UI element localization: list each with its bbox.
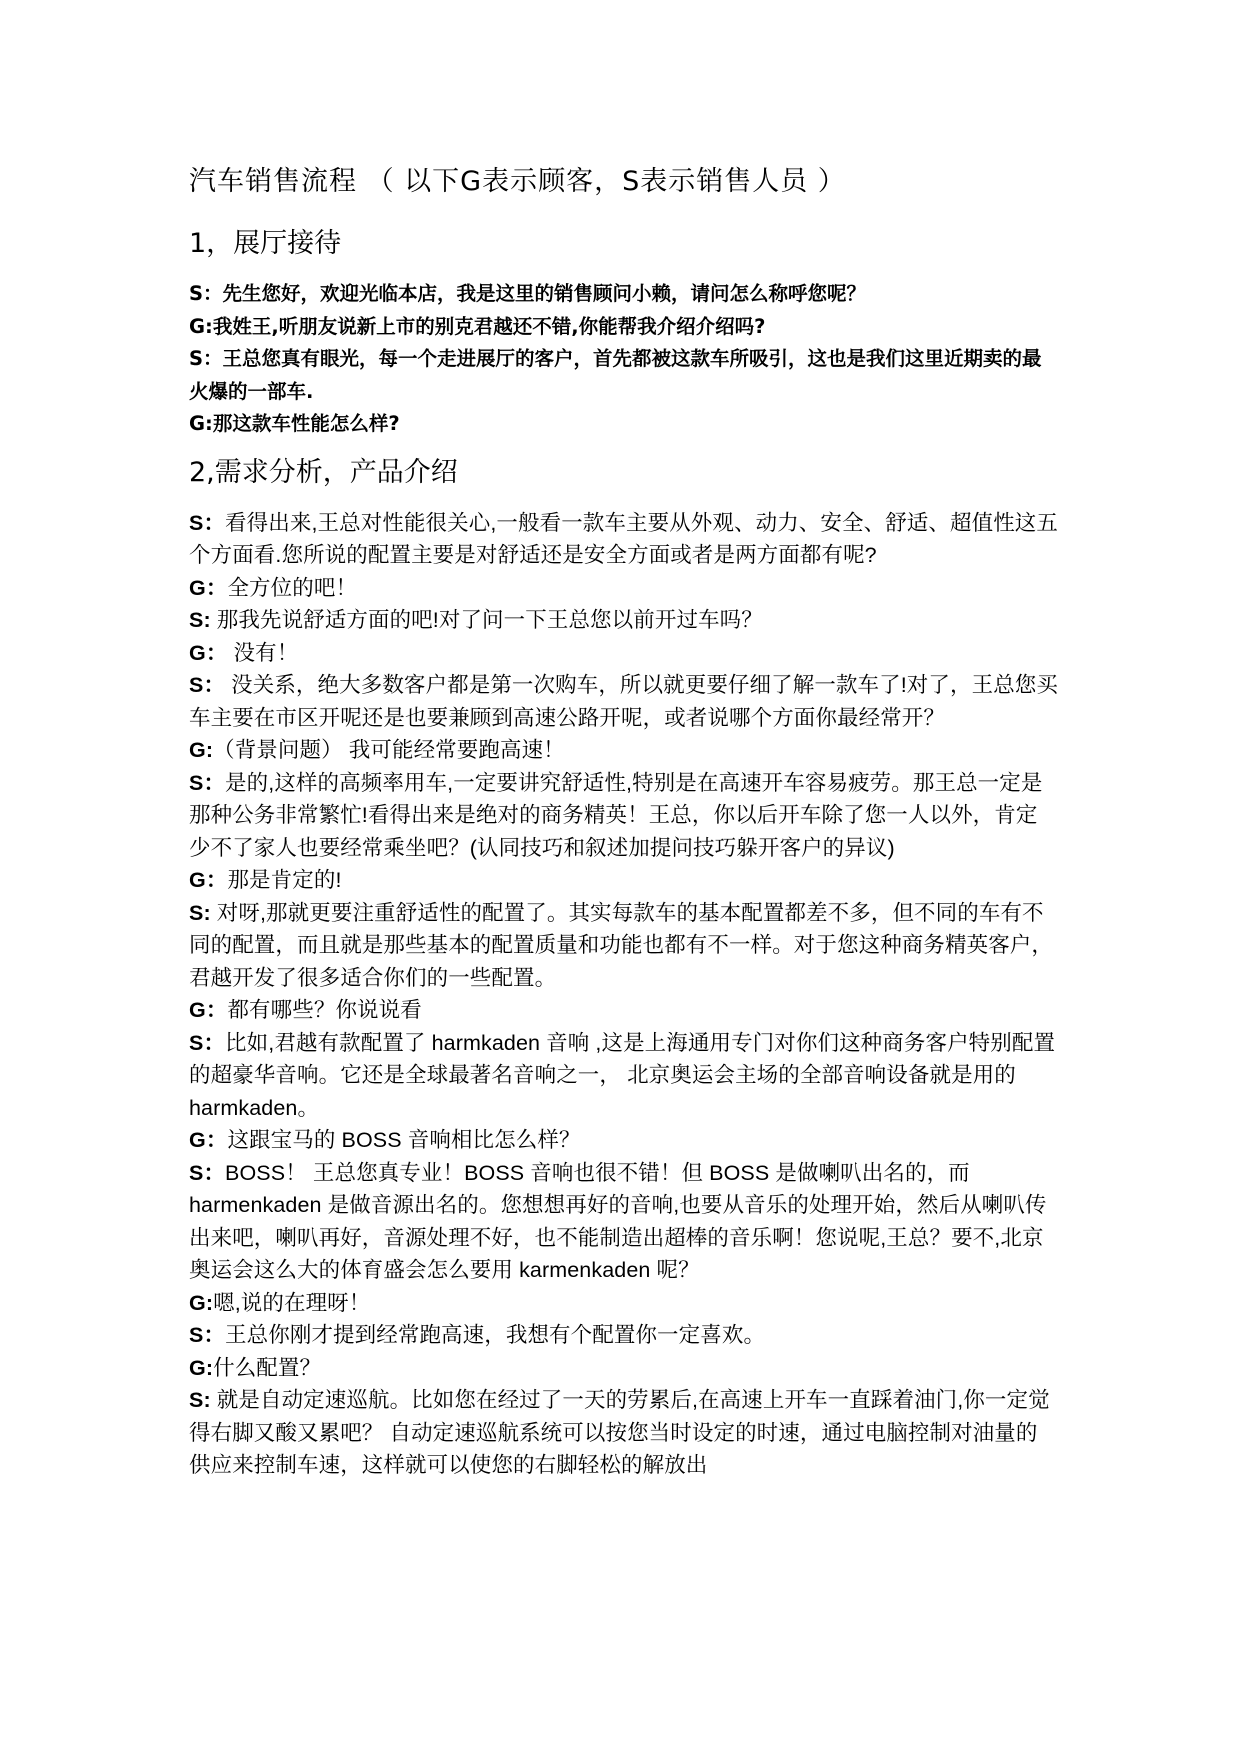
speaker-label: S： (189, 282, 223, 305)
dialog-text: 就是自动定速巡航。比如您在经过了一天的劳累后,在高速上开车一直踩着油门,你一定觉得右脚又酸又累吧？ 自动定速巡航系统可以按您当时设定的时速，通过电脑控制对油量的供应来控制车速，这样就可以使您的右脚轻松的解放出 (189, 1388, 1050, 1477)
dialog-text: 王总你刚才提到经常跑高速，我想有个配置你一定喜欢。 (225, 1323, 766, 1347)
dialog-reception (189, 278, 1059, 441)
speaker-label: G: (189, 738, 214, 762)
speaker-label: S: (189, 1388, 217, 1412)
dialog-line (189, 311, 1059, 344)
dialog-line (189, 669, 1059, 734)
dialog-text: BOSS！ 王总您真专业！BOSS 音响也很不错！但 BOSS 是做喇叭出名的，而 harmenkaden 是做音源出名的。您想想再好的音响,也要从音乐的处理开始，然后从喇叭传出来吧，喇叭再好，音源处理不好，也不能制造出超棒的音乐啊！您说呢,王总？要不,北京奥运会这么大的体育盛会怎么要用 karmenkaden 呢？ (189, 1160, 1047, 1282)
dialog-line (189, 507, 1059, 572)
section-heading-reception: 1，展厅接待 (189, 228, 342, 259)
dialog-text: 这跟宝马的 BOSS 音响相比怎么样？ (227, 1128, 581, 1152)
speaker-label: S： (189, 347, 223, 370)
speaker-label: S： (189, 1030, 226, 1055)
dialog-needs-analysis (189, 507, 1059, 1482)
dialog-line (189, 408, 1059, 441)
dialog-text: 嗯,说的在理呀！ (213, 1290, 371, 1315)
dialog-line (189, 1124, 1059, 1157)
section-heading-needs-analysis: 2,需求分析，产品介绍 (189, 456, 458, 488)
speaker-label: S: (189, 608, 217, 632)
speaker-label: S： (189, 673, 226, 697)
speaker-label: S： (189, 770, 226, 795)
dialog-text: 比如,君越有款配置了 harmkaden 音响 ,这是上海通用专门对你们这种商务客户特别配置的超豪华音响。它还是全球最著名音响之一， 北京奥运会主场的全部音响设备就是用的 harmkaden。 (189, 1030, 1056, 1120)
dialog-line (189, 734, 1059, 767)
dialog-text: 是的,这样的高频率用车,一定要讲究舒适性,特别是在高速开车容易疲劳。那王总一定是那种公务非常繁忙!看得出来是绝对的商务精英！王总，你以后开车除了您一人以外，肯定少不了家人也要经常乘坐吧？(认同技巧和叙述加提问技巧躲开客户的异议) (189, 770, 1043, 860)
document-title: 汽车销售流程 （ 以下G表示顾客，S表示销售人员 ） (189, 166, 846, 197)
speaker-label: G： (189, 998, 228, 1022)
dialog-line (189, 572, 1059, 605)
dialog-line (189, 897, 1059, 995)
dialog-line (189, 637, 1059, 670)
dialog-line (189, 1287, 1059, 1320)
dialog-text: 王总您真有眼光，每一个走进展厅的客户，首先都被这款车所吸引，这也是我们这里近期卖的最火爆的一部车. (189, 347, 1042, 403)
speaker-label: G： (189, 868, 228, 892)
dialog-text: （背景问题） 我可能经常要跑高速！ (213, 738, 565, 762)
document-page (189, 162, 1059, 1494)
dialog-line (189, 767, 1059, 865)
speaker-label: G： (189, 640, 228, 665)
speaker-label: S： (189, 1160, 226, 1185)
dialog-line (189, 343, 1059, 408)
dialog-line (189, 1157, 1059, 1287)
dialog-text: 那是肯定的! (227, 868, 342, 892)
section-reception (189, 224, 1059, 441)
dialog-line (189, 864, 1059, 897)
dialog-text: 没关系，绝大多数客户都是第一次购车，所以就更要仔细了解一款车了!对了，王总您买车主要在市区开呢还是也要兼顾到高速公路开呢，或者说哪个方面你最经常开？ (189, 673, 1058, 730)
dialog-text: 都有哪些？你说说看 (227, 998, 422, 1022)
speaker-label: G： (189, 1128, 228, 1152)
speaker-label: G: (189, 412, 213, 435)
dialog-line (189, 1027, 1059, 1125)
dialog-text: 看得出来,王总对性能很关心,一般看一款车主要从外观、动力、安全、舒适、超值性这五个方面看.您所说的配置主要是对舒适还是安全方面或者是两方面都有呢? (189, 510, 1058, 567)
section-needs-analysis (189, 453, 1059, 1482)
dialog-line (189, 278, 1059, 311)
dialog-text: 对呀,那就更要注重舒适性的配置了。其实每款车的基本配置都差不多，但不同的车有不同的配置，而且就是那些基本的配置质量和功能也都有不一样。对于您这种商务精英客户，君越开发了很多适合你们的一些配置。 (189, 900, 1054, 990)
dialog-text: 先生您好，欢迎光临本店，我是这里的销售顾问小赖，请问怎么称呼您呢？ (222, 282, 867, 305)
speaker-label: S： (189, 510, 226, 535)
dialog-line (189, 1384, 1059, 1482)
dialog-line (189, 1352, 1059, 1385)
speaker-label: G: (189, 314, 213, 338)
speaker-label: G： (189, 575, 228, 600)
dialog-text: 没有！ (227, 640, 299, 665)
speaker-label: S: (189, 900, 217, 925)
speaker-label: S： (189, 1323, 226, 1347)
dialog-text: 那这款车性能怎么样? (212, 412, 400, 435)
dialog-line (189, 1319, 1059, 1352)
dialog-text: 那我先说舒适方面的吧!对了问一下王总您以前开过车吗？ (216, 608, 763, 632)
speaker-label: G: (189, 1290, 214, 1315)
dialog-text: 全方位的吧！ (227, 575, 358, 600)
dialog-line (189, 604, 1059, 637)
dialog-text: 我姓王,听朋友说新上市的别克君越还不错,你能帮我介绍介绍吗? (212, 314, 766, 338)
dialog-text: 什么配置？ (213, 1355, 322, 1380)
dialog-line (189, 994, 1059, 1027)
speaker-label: G: (189, 1355, 214, 1380)
